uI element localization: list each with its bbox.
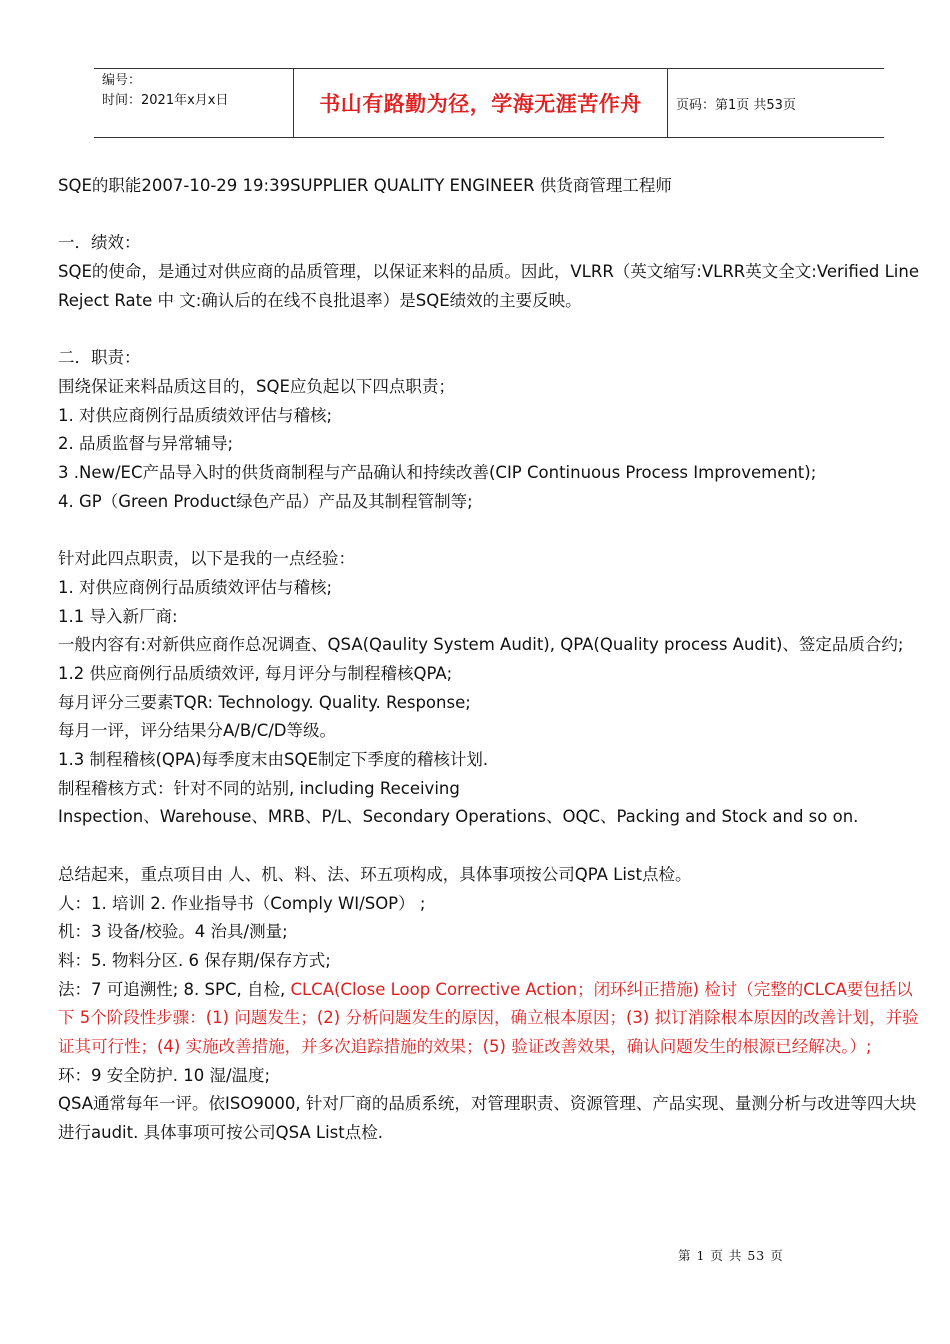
item-fa-clca: CLCA(Close Loop Corrective Action；闭环纠正措施) 检讨（完整的CLCA要包括以下 5个阶段性步骤：(1) 问题发生；(2) 分析问题发生的原因，确立根本原因；(3) 拟订消除根本原因的改善计划，并验证其可行性；(4) 实施改善措施，并多次追踪措施的效果；(5) 验证改善效果，确认问题发生的根源已经解决。）; [58,979,919,1057]
experience-intro: 针对此四点职责，以下是我的一点经验： [58,549,355,569]
experience-1-3-b: Inspection、Warehouse、MRB、P/L、Secondary Operations、OQC、Packing and Stock and so on. [58,807,859,827]
duty-item-3: 3 .New/EC产品导入时的供货商制程与产品确认和持续改善(CIP Continuous Process Improvement); [58,463,817,482]
header-time: 时间：2021年x月x日 [102,93,229,108]
duty-item-2: 2. 品质监督与异常辅导; [58,434,234,454]
document-body [58,172,922,1148]
document-title: SQE的职能2007-10-29 19:39SUPPLIER QUALITY ENGINEER 供货商管理工程师 [58,176,672,195]
section-2-heading: 二．职责： [58,348,141,368]
item-fa [58,976,922,1062]
duty-item-1: 1. 对供应商例行品质绩效评估与稽核; [58,405,333,425]
document-header [94,68,884,138]
header-meta [94,69,294,137]
experience-1-3-a: 制程稽核方式：针对不同的站别, including Receiving [58,778,460,798]
item-ren: 人：1. 培训 2. 作业指导书（Comply WI/SOP） ; [58,893,426,913]
experience-1-1: 1.1 导入新厂商: [58,606,178,626]
experience-1-2-a: 每月评分三要素TQR: Technology. Quality. Response; [58,692,471,712]
experience-1-2: 1.2 供应商例行品质绩效评, 每月评分与制程稽核QPA; [58,663,453,683]
header-page-number: 页码：第1页 共53页 [676,97,796,113]
duty-item-4: 4. GP（Green Product绿色产品）产品及其制程管制等; [58,491,473,511]
header-number-label: 编号： [102,73,142,88]
section-1-heading: 一．绩效： [58,233,141,253]
item-ji: 机：3 设备/校验。4 治具/测量; [58,922,288,942]
page-footer: 第 1 页 共 53 页 [678,1248,784,1263]
experience-1-3: 1.3 制程稽核(QPA)每季度末由SQE制定下季度的稽核计划. [58,750,489,770]
experience-1: 1. 对供应商例行品质绩效评估与稽核; [58,577,333,597]
item-huan: 环：9 安全防护. 10 湿/温度; [58,1065,271,1085]
item-fa-prefix: 法：7 可追溯性; 8. SPC, 自检, [58,979,291,999]
section-1-text: SQE的使命，是通过对供应商的品质管理，以保证来料的品质。因此，VLRR（英文缩写:VLRR英文全文:Verified Line Reject Rate 中 文:确认后的在线不良批退率）是SQE绩效的主要反映。 [58,262,919,310]
section-2-intro: 围绕保证来料品质这目的，SQE应负起以下四点职责； [58,376,455,396]
summary-text: 总结起来，重点项目由 人、机、料、法、环五项构成，具体事项按公司QPA List点检。 [58,864,692,884]
experience-1-2-b: 每月一评，评分结果分A/B/C/D等级。 [58,721,337,741]
experience-1-1-text: 一般内容有:对新供应商作总况调查、QSA(Qaulity System Audit), QPA(Quality process Audit)、签定品质合约; [58,635,904,655]
qsa-text: QSA通常每年一评。依ISO9000, 针对厂商的品质系统，对管理职责、资源管理、产品实现、量测分析与改进等四大块进行audit. 具体事项可按公司QSA List点检. [58,1094,917,1143]
header-motto: 书山有路勤为径，学海无涯苦作舟 [294,69,668,137]
item-liao: 料：5. 物料分区. 6 保存期/保存方式; [58,950,331,970]
